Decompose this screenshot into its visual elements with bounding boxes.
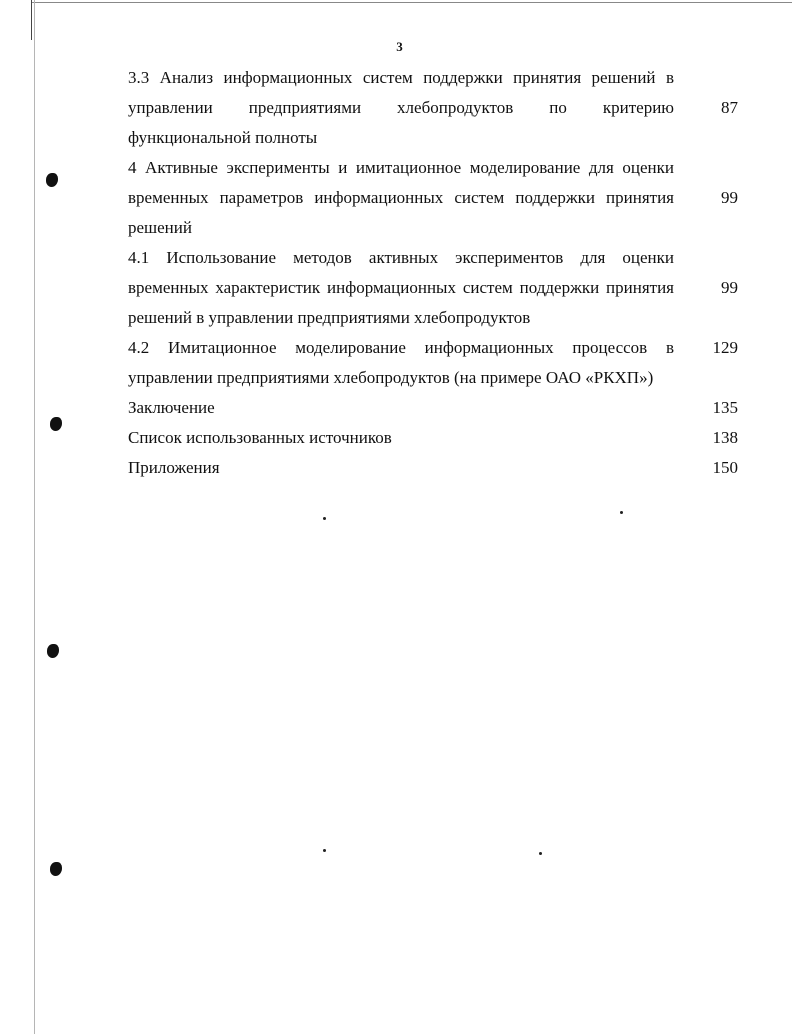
toc-entry-page: 99 xyxy=(721,188,738,207)
table-of-contents xyxy=(128,63,738,483)
toc-entry xyxy=(128,423,738,453)
toc-entry-page: 99 xyxy=(721,278,738,297)
toc-entry-page: 129 xyxy=(712,338,738,357)
punch-hole xyxy=(46,173,58,187)
toc-entry xyxy=(128,333,738,393)
toc-entry-page: 138 xyxy=(712,428,738,447)
toc-entry-page: 135 xyxy=(712,398,738,417)
scan-speck xyxy=(620,511,623,514)
scan-speck xyxy=(539,852,542,855)
toc-entry-title: 4 Активные эксперименты и имитационное моделирование для оценки временных параметров информационных систем поддержки принятия решений xyxy=(128,158,674,237)
toc-entry-title: 3.3 Анализ информационных систем поддержки принятия решений в управлении предприятиями хлебопродуктов по критерию функциональной полноты xyxy=(128,68,674,147)
toc-entry xyxy=(128,453,738,483)
toc-entry xyxy=(128,153,738,243)
toc-entry-title: Приложения xyxy=(128,458,220,477)
toc-entry-title: 4.1 Использование методов активных экспериментов для оценки временных характеристик информационных систем поддержки принятия решений в управлении предприятиями хлебопродуктов xyxy=(128,248,674,327)
punch-hole xyxy=(50,862,62,876)
page-number: 3 xyxy=(396,39,403,54)
toc-entry-title: Список использованных источников xyxy=(128,428,392,447)
punch-hole xyxy=(50,417,62,431)
scan-speck xyxy=(323,517,326,520)
scan-border-left-mark xyxy=(31,0,32,40)
toc-entry-title: 4.2 Имитационное моделирование информационных процессов в управлении предприятиями хлебопродуктов (на примере ОАО «РКХП») xyxy=(128,338,674,387)
punch-hole xyxy=(47,644,59,658)
toc-entry-page: 87 xyxy=(721,98,738,117)
toc-entry-title: Заключение xyxy=(128,398,215,417)
toc-entry xyxy=(128,63,738,153)
scan-border-top xyxy=(32,2,792,3)
toc-entry xyxy=(128,243,738,333)
toc-entry-page: 150 xyxy=(712,458,738,477)
toc-entry xyxy=(128,393,738,423)
scan-border-left xyxy=(34,0,35,1034)
scan-speck xyxy=(323,849,326,852)
